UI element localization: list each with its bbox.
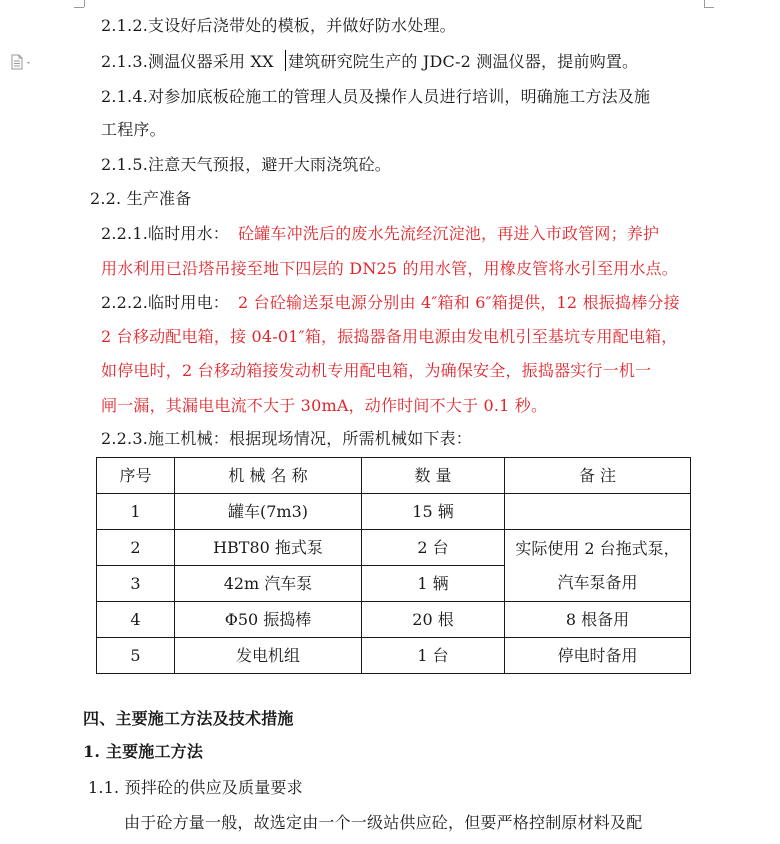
paragraph-2-1-4: 2.1.4.对参加底板砼施工的管理人员及操作人员进行培训，明确施工方法及施 <box>101 87 651 106</box>
paragraph-1-1-body: 由于砼方量一般，故选定由一个一级站供应砼，但要严格控制原材料及配 <box>124 813 643 832</box>
cell-name: Φ50 振捣棒 <box>175 602 362 638</box>
document-options-icon[interactable] <box>10 54 36 70</box>
table-header-row <box>97 458 691 494</box>
cell-note: 停电时备用 <box>505 638 691 674</box>
cell-no: 4 <box>97 602 175 638</box>
cell-note <box>505 494 691 530</box>
cell-qty: 15 辆 <box>362 494 505 530</box>
header-cell-name: 机 械 名 称 <box>175 458 362 494</box>
cell-qty: 20 根 <box>362 602 505 638</box>
cell-qty: 1 辆 <box>362 566 505 602</box>
paragraph-2-2-2-red-3: 如停电时，2 台移动箱接发动机专用配电箱，为确保安全，振捣器实行一机一 <box>101 361 652 380</box>
paragraph-2-2-1-red: 砼罐车冲洗后的废水先流经沉淀池，再进入市政管网；养护 <box>238 224 660 243</box>
margin-corner-mark-left <box>84 0 85 7</box>
cell-qty: 2 台 <box>362 530 505 566</box>
paragraph-2-1-3-end: 建筑研究院生产的 JDC-2 测温仪器，提前购置。 <box>288 52 639 71</box>
header-cell-no: 序号 <box>97 458 175 494</box>
cell-no: 5 <box>97 638 175 674</box>
paragraph-2-1-3-start: 2.1.3.测温仪器采用 XX <box>101 52 274 71</box>
section-1-1-heading: 1.1. 预拌砼的供应及质量要求 <box>88 778 303 797</box>
cell-note-line-2: 汽车泵备用 <box>557 572 638 592</box>
header-cell-note: 备 注 <box>505 458 691 494</box>
margin-corner-mark-left-h <box>74 7 84 8</box>
paragraph-2-2-1-red-cont: 用水利用已沿塔吊接至地下四层的 DN25 的用水管，用橡皮管将水引至用水点。 <box>101 259 678 278</box>
cell-note-merged <box>505 530 691 602</box>
table-row <box>97 638 691 674</box>
paragraph-2-2-3: 2.2.3.施工机械：根据现场情况，所需机械如下表： <box>101 429 472 448</box>
machinery-table <box>96 457 691 674</box>
cell-no: 1 <box>97 494 175 530</box>
cell-name: 发电机组 <box>175 638 362 674</box>
table-row <box>97 530 691 566</box>
text-cursor <box>285 50 286 71</box>
paragraph-2-1-5: 2.1.5.注意天气预报，避开大雨浇筑砼。 <box>101 155 391 174</box>
cell-name: 罐车(7m3) <box>175 494 362 530</box>
section-2-2-heading: 2.2. 生产准备 <box>90 189 192 208</box>
cell-note: 8 根备用 <box>505 602 691 638</box>
cell-no: 3 <box>97 566 175 602</box>
paragraph-2-2-1-label: 2.2.1.临时用水： <box>101 224 229 243</box>
cell-note-line-1: 实际使用 2 台拖式泵， <box>515 538 680 558</box>
cell-name: HBT80 拖式泵 <box>175 530 362 566</box>
paragraph-2-1-2: 2.1.2.支设好后浇带处的模板，并做好防水处理。 <box>101 16 456 35</box>
paragraph-2-2-2-red-2: 2 台移动配电箱，接 04-01″箱，振捣器备用电源由发电机引至基坑专用配电箱， <box>101 327 678 346</box>
paragraph-2-1-4-cont: 工程序。 <box>101 120 166 139</box>
cell-qty: 1 台 <box>362 638 505 674</box>
table-row <box>97 494 691 530</box>
section-1-heading: 1. 主要施工方法 <box>83 742 204 761</box>
paragraph-2-2-2-label: 2.2.2.临时用电： <box>101 293 229 312</box>
cell-no: 2 <box>97 530 175 566</box>
paragraph-2-2-2-red: 2 台砼输送泵电源分别由 4″箱和 6″箱提供，12 根振捣棒分接 <box>238 293 680 312</box>
chapter-4-heading: 四、主要施工方法及技术措施 <box>83 709 294 728</box>
margin-corner-mark-right <box>704 0 705 7</box>
paragraph-2-2-2-red-4: 闸一漏，其漏电电流不大于 30mA，动作时间不大于 0.1 秒。 <box>101 396 548 415</box>
table-row <box>97 602 691 638</box>
header-cell-qty: 数 量 <box>362 458 505 494</box>
margin-corner-mark-right-h <box>704 7 714 8</box>
cell-name: 42m 汽车泵 <box>175 566 362 602</box>
